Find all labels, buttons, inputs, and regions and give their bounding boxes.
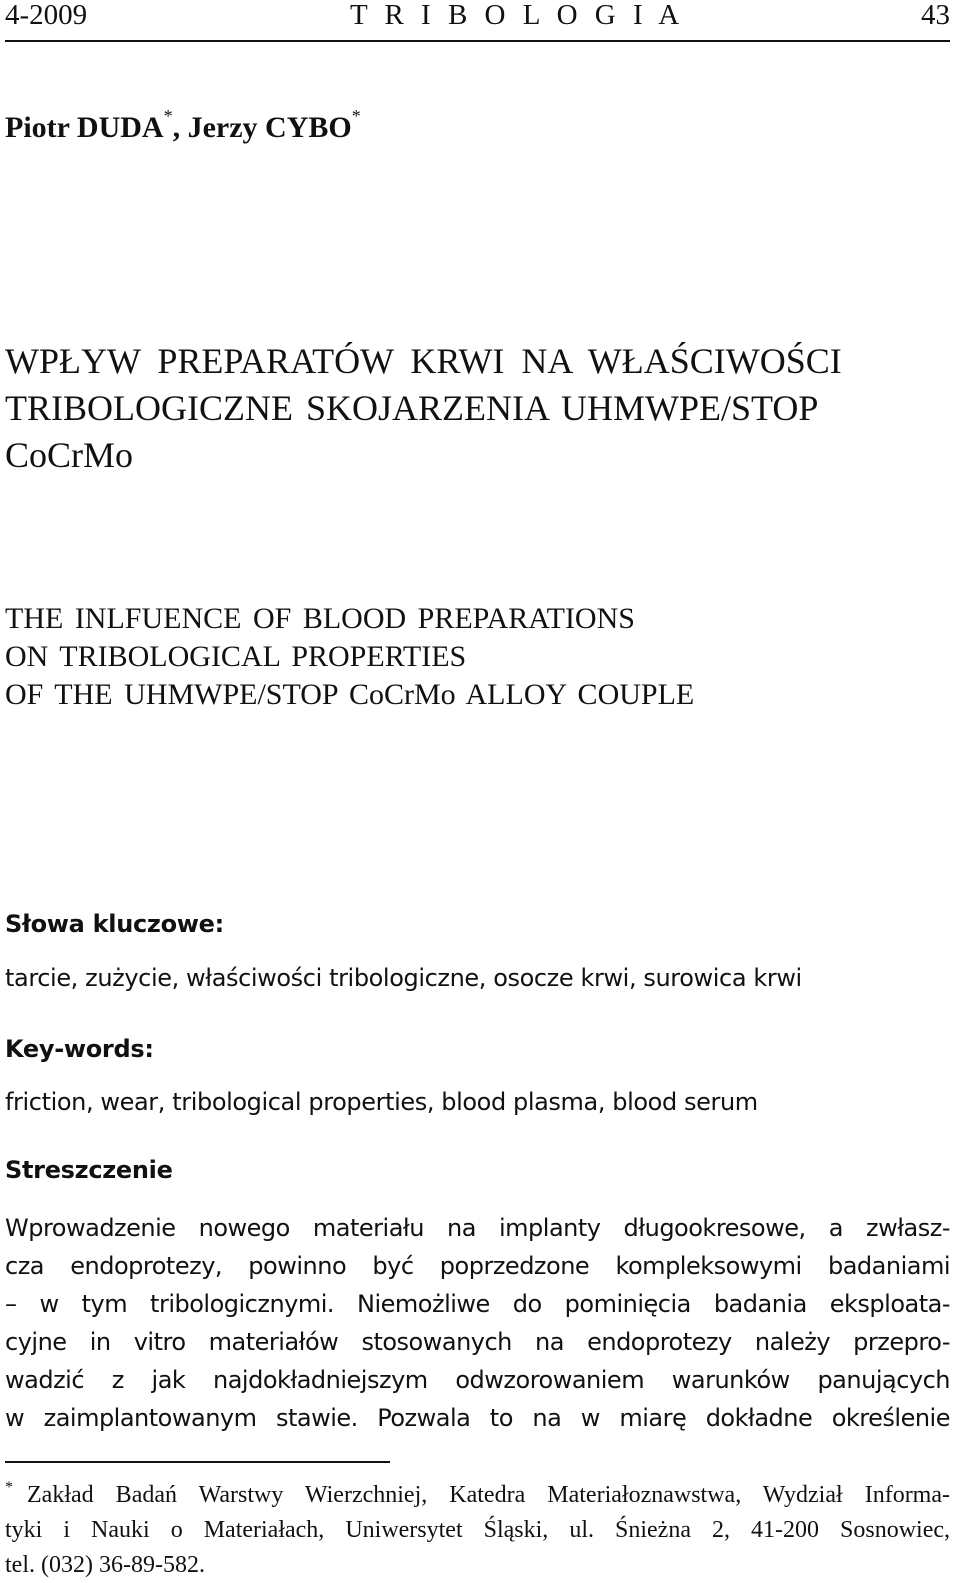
author-name: Jerzy CYBO bbox=[187, 111, 352, 144]
author-separator: , bbox=[172, 111, 188, 144]
abstract-line: Wprowadzenie nowego materiału na implanty długookresowe, a zwłasz- bbox=[5, 1214, 950, 1242]
abstract-line: cza endoprotezy, powinno być poprzedzone kompleksowymi badaniami bbox=[5, 1252, 950, 1280]
title-line: WPŁYW PREPARATÓW KRWI NA WŁAŚCIWOŚCI bbox=[5, 341, 842, 381]
footnote-line: Zakład Badań Warstwy Wierzchniej, Katedra Materiałoznawstwa, Wydział Informa- bbox=[27, 1482, 950, 1508]
author-line bbox=[5, 106, 361, 145]
title-line: TRIBOLOGICZNE SKOJARZENIA UHMWPE/STOP bbox=[5, 388, 819, 428]
title-polish bbox=[5, 338, 945, 479]
author-name: Piotr DUDA bbox=[5, 111, 164, 144]
affiliation-mark: * bbox=[351, 106, 361, 126]
footnote-line: tyki i Nauki o Materiałach, Uniwersytet Śląski, ul. Śnieżna 2, 41-200 Sosnowiec, bbox=[5, 1517, 950, 1543]
abstract-line: wadzić z jak najdokładniejszym odwzorowaniem warunków panujących bbox=[5, 1366, 950, 1394]
title-line: OF THE UHMWPE/STOP CoCrMo ALLOY COUPLE bbox=[5, 678, 695, 711]
keywords-en-heading: Key-words: bbox=[5, 1035, 154, 1063]
footnote-rule bbox=[5, 1461, 390, 1463]
keywords-pl-text: tarcie, zużycie, właściwości tribologiczne, osocze krwi, surowica krwi bbox=[5, 964, 802, 992]
footnote-mark: * bbox=[5, 1479, 13, 1496]
footnote bbox=[5, 1478, 950, 1583]
page-number: 43 bbox=[921, 0, 950, 31]
journal-name: T R I B O L O G I A bbox=[350, 0, 685, 31]
keywords-pl-heading: Słowa kluczowe: bbox=[5, 910, 224, 938]
issue-number: 4-2009 bbox=[5, 0, 88, 31]
abstract-line: – w tym tribologicznymi. Niemożliwe do pominięcia badania eksploata- bbox=[5, 1290, 950, 1318]
affiliation-mark: * bbox=[163, 106, 173, 126]
abstract-line: cyjne in vitro materiałów stosowanych na endoprotezy należy przepro- bbox=[5, 1328, 950, 1356]
footnote-line: tel. (032) 36-89-582. bbox=[5, 1552, 205, 1578]
abstract-line: w zaimplantowanym stawie. Pozwala to na w miarę dokładne określenie bbox=[5, 1404, 950, 1432]
keywords-en-text: friction, wear, tribological properties, blood plasma, blood serum bbox=[5, 1088, 758, 1116]
abstract-body bbox=[5, 1209, 950, 1437]
running-header bbox=[5, 0, 950, 42]
title-line: THE INLFUENCE OF BLOOD PREPARATIONS bbox=[5, 602, 635, 635]
abstract-heading: Streszczenie bbox=[5, 1156, 173, 1184]
title-line: CoCrMo bbox=[5, 435, 134, 475]
title-line: ON TRIBOLOGICAL PROPERTIES bbox=[5, 640, 467, 673]
title-english bbox=[5, 600, 945, 714]
